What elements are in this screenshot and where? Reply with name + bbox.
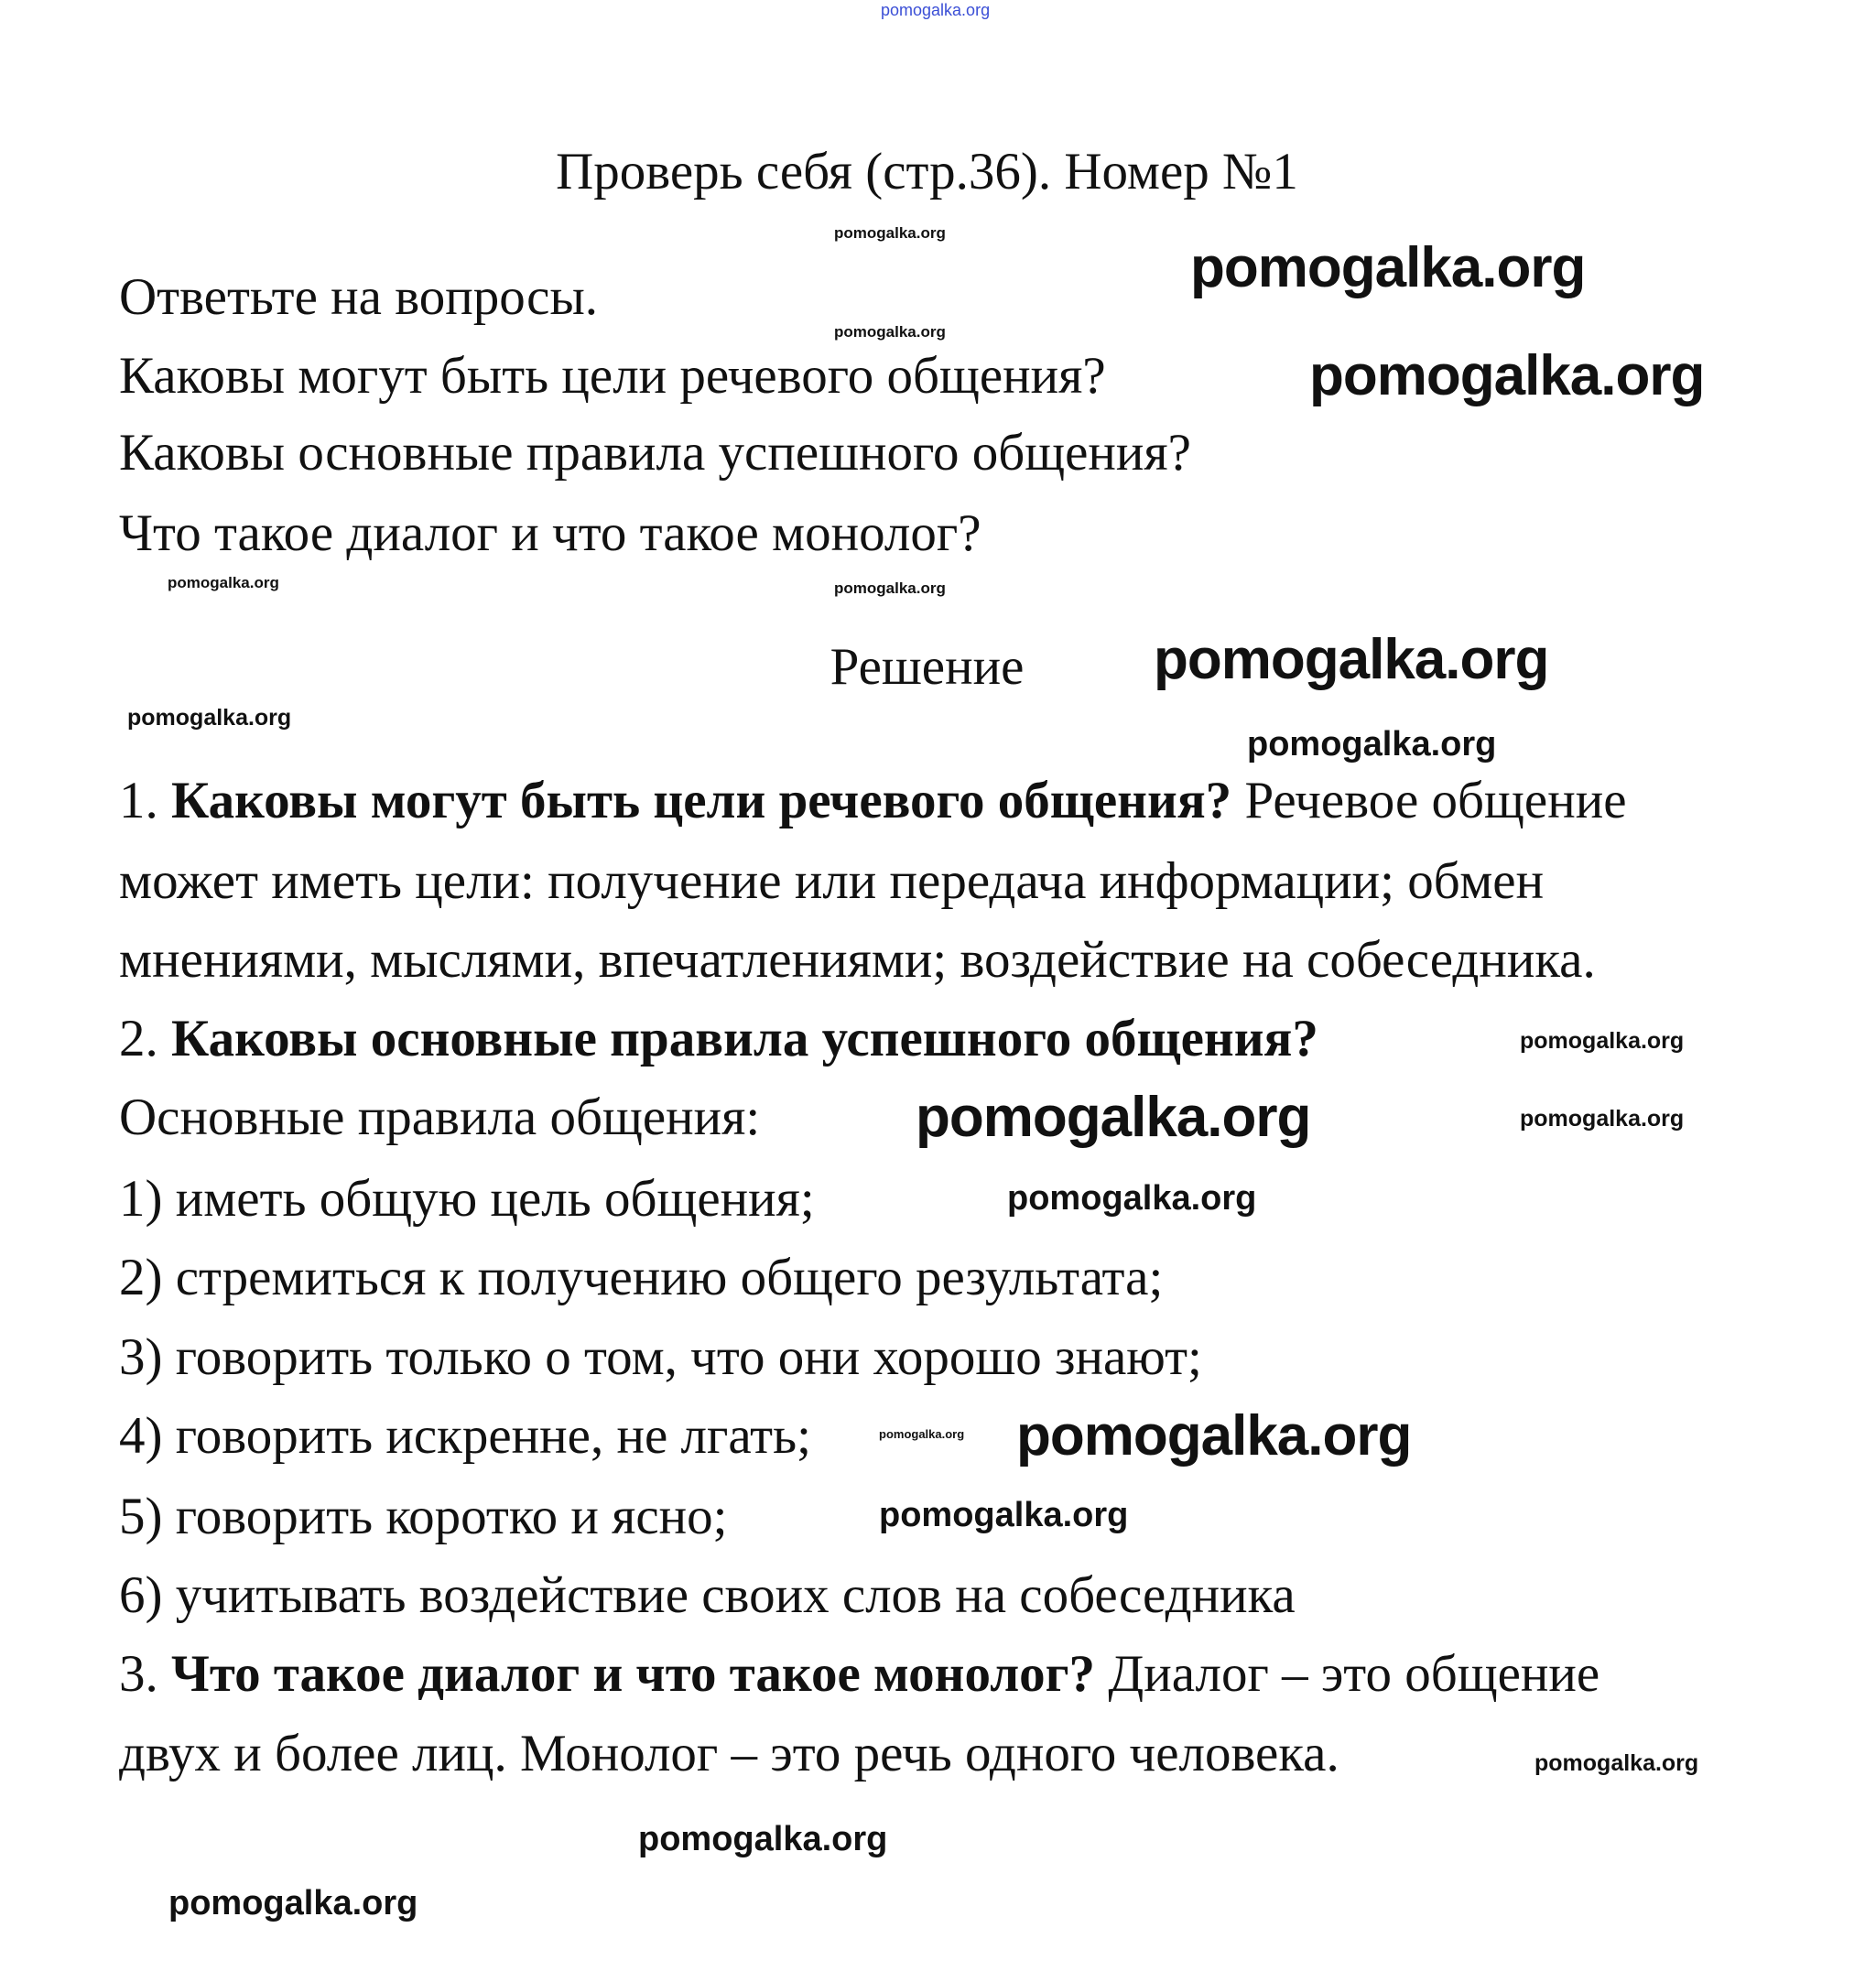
answer-2-intro: Основные правила общения: xyxy=(119,1088,761,1146)
watermark-large: pomogalka.org xyxy=(916,1086,1311,1149)
answer-3-question: Что такое диалог и что такое монолог? xyxy=(171,1645,1096,1703)
watermark-tiny: pomogalka.org xyxy=(168,574,279,591)
rule-1: 1) иметь общую цель общения; xyxy=(119,1170,815,1228)
answer-3-line-1 xyxy=(119,1644,1599,1705)
question-1: Каковы могут быть цели речевого общения? xyxy=(119,347,1106,405)
watermark-tiny: pomogalka.org xyxy=(879,1427,965,1441)
answer-2-number: 2. xyxy=(119,1010,158,1067)
answer-2-line-1 xyxy=(119,1009,1318,1069)
watermark-large: pomogalka.org xyxy=(1190,236,1586,299)
answer-1-number: 1. xyxy=(119,772,158,829)
watermark-medium: pomogalka.org xyxy=(1247,725,1497,763)
answer-1-question: Каковы могут быть цели речевого общения? xyxy=(171,772,1232,829)
watermark-top: pomogalka.org xyxy=(881,1,991,19)
answer-1-text: Речевое общение xyxy=(1244,772,1627,829)
answer-3-line-2: двух и более лиц. Монолог – это речь одного человека. xyxy=(119,1725,1339,1782)
watermark-large: pomogalka.org xyxy=(1309,344,1705,407)
answer-1-line-2: может иметь цели: получение или передача информации; обмен xyxy=(119,852,1545,910)
question-2: Каковы основные правила успешного общения? xyxy=(119,424,1191,482)
answer-3-text: Диалог – это общение xyxy=(1108,1645,1600,1703)
solution-heading: Решение xyxy=(830,638,1025,696)
watermark-medium: pomogalka.org xyxy=(879,1496,1129,1534)
answer-2-question: Каковы основные правила успешного общения? xyxy=(171,1010,1318,1067)
rule-3: 3) говорить только о том, что они хорошо знают; xyxy=(119,1328,1202,1386)
watermark-large: pomogalka.org xyxy=(1154,628,1549,691)
watermark-medium: pomogalka.org xyxy=(1007,1179,1257,1218)
rule-4: 4) говорить искренне, не лгать; xyxy=(119,1407,811,1465)
watermark-medium: pomogalka.org xyxy=(168,1884,418,1922)
watermark-tiny: pomogalka.org xyxy=(834,323,946,341)
watermark-tiny: pomogalka.org xyxy=(834,579,946,597)
answer-3-number: 3. xyxy=(119,1645,158,1703)
answer-1-line-3: мнениями, мыслями, впечатлениями; воздействие на собеседника. xyxy=(119,931,1596,989)
question-3: Что такое диалог и что такое монолог? xyxy=(119,504,981,562)
watermark-small: pomogalka.org xyxy=(1520,1028,1685,1054)
watermark-small: pomogalka.org xyxy=(127,705,292,731)
answer-1-line-1 xyxy=(119,771,1627,831)
questions-intro: Ответьте на вопросы. xyxy=(119,268,598,326)
rule-2: 2) стремиться к получению общего результата; xyxy=(119,1249,1164,1306)
rule-5: 5) говорить коротко и ясно; xyxy=(119,1488,728,1545)
watermark-medium: pomogalka.org xyxy=(638,1820,888,1858)
watermark-tiny: pomogalka.org xyxy=(834,224,946,242)
page-title: Проверь себя (стр.36). Номер №1 xyxy=(556,143,1298,200)
watermark-small: pomogalka.org xyxy=(1534,1750,1699,1776)
rule-6: 6) учитывать воздействие своих слов на собеседника xyxy=(119,1566,1296,1624)
watermark-small: pomogalka.org xyxy=(1520,1106,1685,1132)
watermark-large: pomogalka.org xyxy=(1016,1404,1412,1467)
